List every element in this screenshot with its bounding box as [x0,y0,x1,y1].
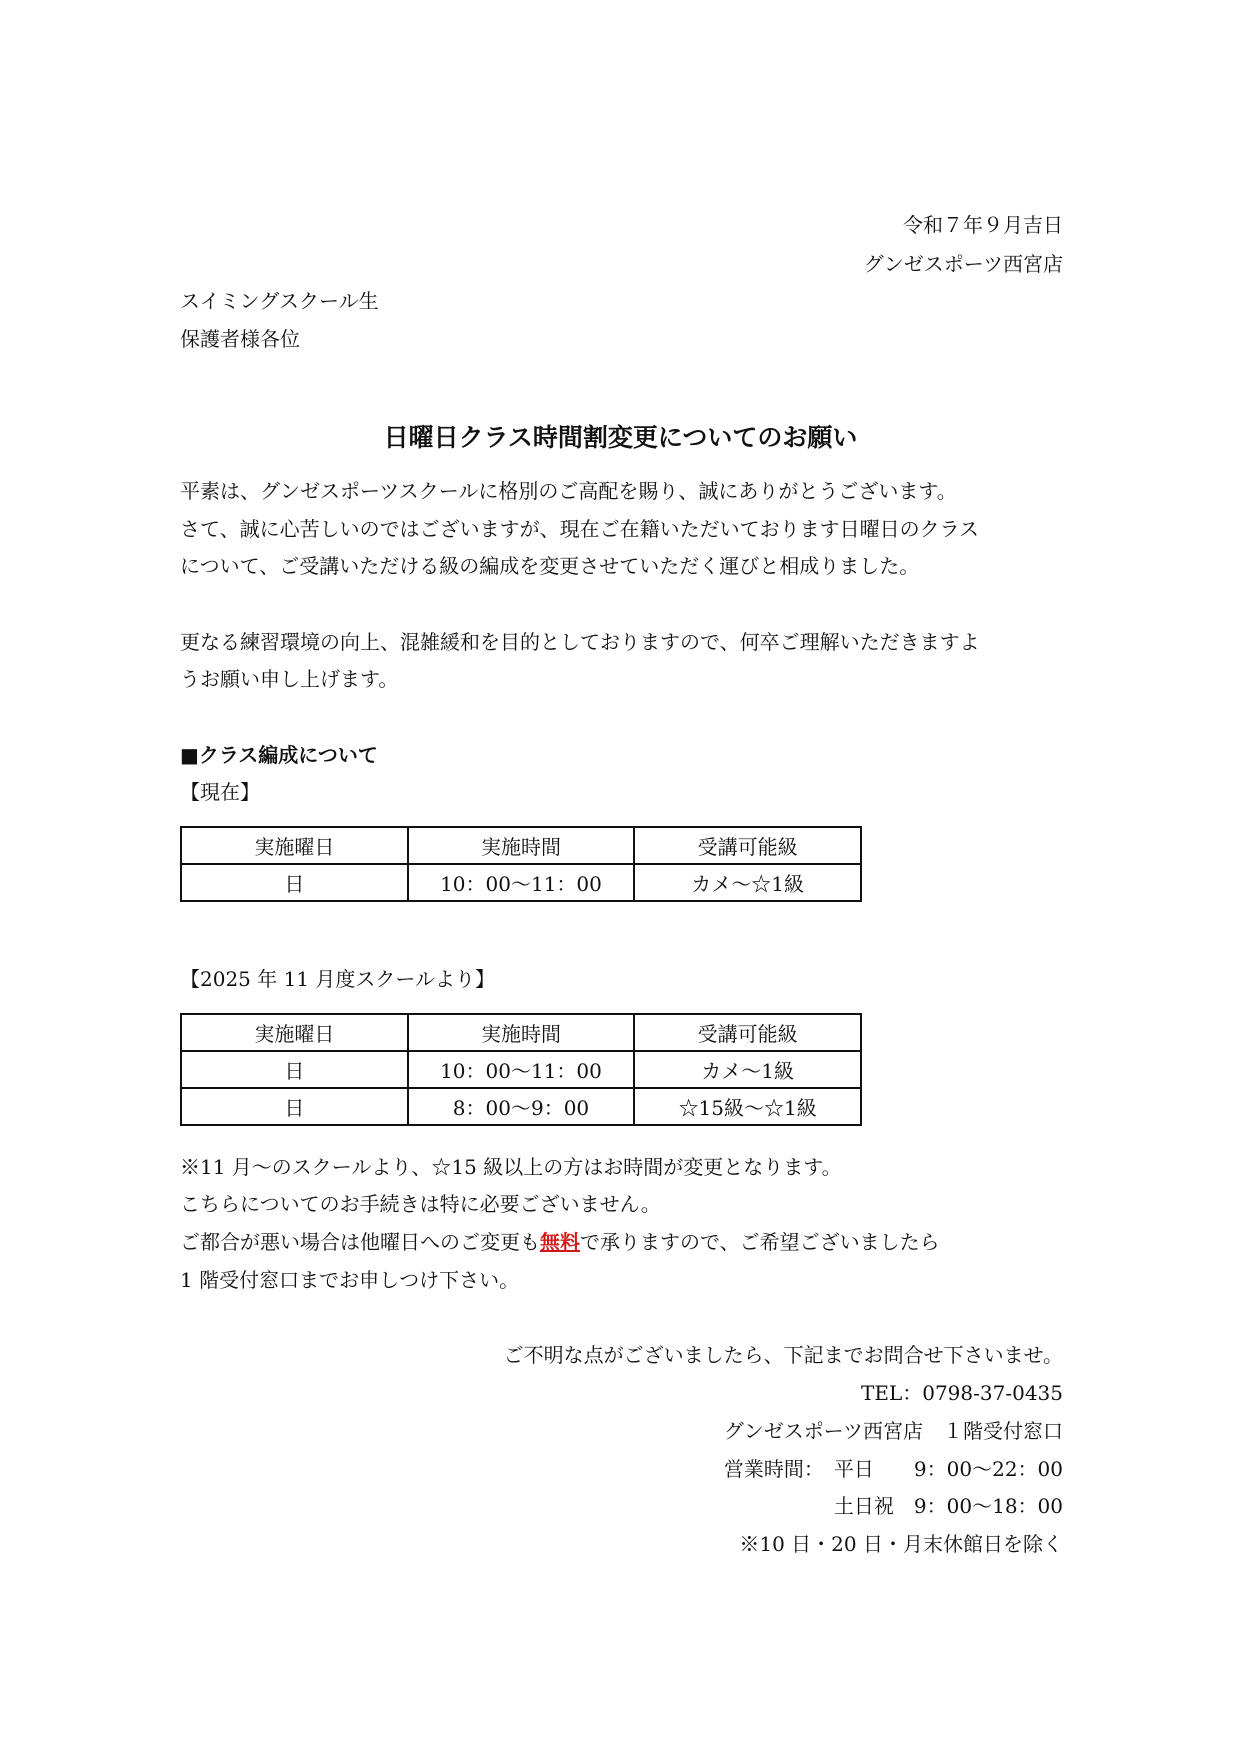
table-cell: 10：00～11：00 [408,1051,635,1088]
table-cell: 日 [181,1088,408,1125]
table-row [181,864,861,901]
table-header-row [181,1014,861,1051]
recipient-line-2: 保護者様各位 [180,327,300,351]
header-cell: 実施曜日 [181,1014,408,1051]
table-cell: カメ～☆1級 [634,864,861,901]
contact-phone: TEL：0798-37-0435 [861,1381,1063,1405]
section-heading: ■クラス編成について [180,743,378,767]
body-paragraph-2-line-1: 更なる練習環境の向上、混雑緩和を目的としておりますので、何卒ご理解いただきますよ [180,630,980,654]
body-paragraph-1-line-2: さて、誠に心苦しいのではございますが、現在ご在籍いただいております日曜日のクラス [180,517,979,541]
table-cell: 10：00～11：00 [408,864,635,901]
document-title: 日曜日クラス時間割変更についてのお願い [383,423,858,452]
header-cell: 受講可能級 [634,1014,861,1051]
header-cell: 受講可能級 [634,827,861,864]
document-date: 令和７年９月吉日 [903,213,1063,237]
body-paragraph-1-line-1: 平素は、グンゼスポーツスクールに格別のご高配を賜り、誠にありがとうございます。 [180,479,957,503]
free-highlight: 無料 [540,1230,580,1254]
note-line-1: ※11 月～のスクールより、☆15 級以上の方はお時間が変更となります。 [180,1155,842,1179]
table-cell: 8：00～9：00 [408,1088,635,1125]
current-schedule-table [180,826,862,902]
body-paragraph-1-line-3: について、ご受講いただける級の編成を変更させていただく運びと相成りました。 [180,554,920,578]
new-schedule-table [180,1013,862,1126]
contact-place: グンゼスポーツ西宮店 １階受付窓口 [723,1419,1063,1443]
body-paragraph-2-line-2: うお願い申し上げます。 [180,667,399,691]
table-row [181,1088,861,1125]
note-line-3 [180,1232,940,1252]
header-cell: 実施曜日 [181,827,408,864]
table-header-row [181,827,861,864]
note-line-3-before: ご都合が悪い場合は他曜日へのご変更も [180,1230,540,1254]
hours-weekday: 営業時間： 平日 9：00～22：00 [723,1457,1063,1481]
new-schedule-label: 【2025 年 11 月度スクールより】 [180,967,496,991]
current-label: 【現在】 [180,780,260,804]
header-cell: 実施時間 [408,827,635,864]
hours-weekend: 土日祝 9：00～18：00 [833,1494,1063,1518]
table-cell: カメ～1級 [634,1051,861,1088]
recipient-line-1: スイミングスクール生 [180,289,379,313]
note-line-3-after: で承りますので、ご希望ございましたら [580,1230,940,1254]
header-cell: 実施時間 [408,1014,635,1051]
sender-name: グンゼスポーツ西宮店 [863,252,1063,276]
table-cell: ☆15級～☆1級 [634,1088,861,1125]
note-line-2: こちらについてのお手続きは特に必要ございません。 [180,1192,661,1216]
note-line-4: 1 階受付窓口までお申しつけ下さい。 [180,1268,520,1292]
contact-intro: ご不明な点がございましたら、下記までお問合せ下さいませ。 [503,1343,1063,1367]
table-cell: 日 [181,864,408,901]
closed-days-note: ※10 日・20 日・月末休館日を除く [739,1532,1063,1556]
table-cell: 日 [181,1051,408,1088]
table-row [181,1051,861,1088]
